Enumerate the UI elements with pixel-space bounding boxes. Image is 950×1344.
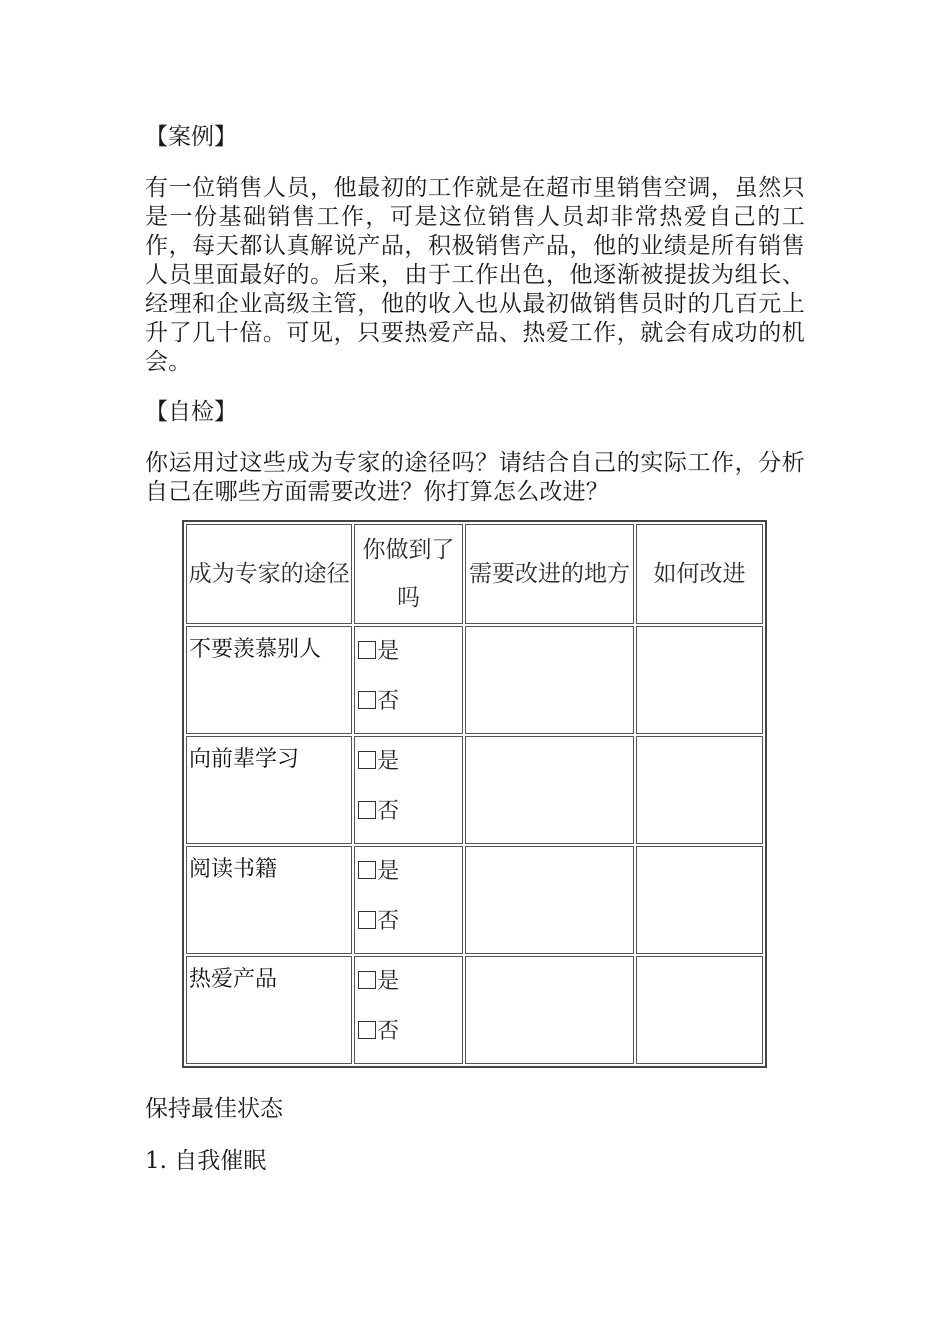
table-row <box>186 626 763 734</box>
header-done: 你做到了吗 <box>354 524 463 624</box>
checkbox-icon[interactable] <box>358 801 376 819</box>
checkbox-icon[interactable] <box>358 1021 376 1039</box>
improve-area-cell[interactable] <box>465 956 634 1064</box>
table-header-row <box>186 524 763 624</box>
checkbox-icon[interactable] <box>358 911 376 929</box>
self-check-body: 你运用过这些成为专家的途径吗？请结合自己的实际工作，分析自己在哪些方面需要改进？你打算怎么改进？ <box>145 450 805 505</box>
checkbox-icon[interactable] <box>358 641 376 659</box>
no-option[interactable] <box>355 677 462 727</box>
checklist-table-wrap <box>182 520 767 1068</box>
no-label: 否 <box>377 689 400 714</box>
yes-label: 是 <box>377 639 400 664</box>
done-cell <box>354 626 463 734</box>
no-option[interactable] <box>355 787 462 837</box>
improve-area-cell[interactable] <box>465 736 634 844</box>
yes-option[interactable] <box>355 847 462 897</box>
header-how-improve: 如何改进 <box>636 524 763 624</box>
improve-area-cell[interactable] <box>465 626 634 734</box>
path-cell: 不要羡慕别人 <box>186 626 352 734</box>
done-cell <box>354 846 463 954</box>
no-label: 否 <box>377 799 400 824</box>
no-label: 否 <box>377 909 400 934</box>
yes-label: 是 <box>377 859 400 884</box>
done-cell <box>354 736 463 844</box>
no-label: 否 <box>377 1019 400 1044</box>
path-cell: 向前辈学习 <box>186 736 352 844</box>
header-path: 成为专家的途径 <box>186 524 352 624</box>
table-row <box>186 846 763 954</box>
yes-label: 是 <box>377 969 400 994</box>
path-cell: 热爱产品 <box>186 956 352 1064</box>
yes-option[interactable] <box>355 957 462 1007</box>
header-improve-area: 需要改进的地方 <box>465 524 634 624</box>
how-improve-cell[interactable] <box>636 846 763 954</box>
how-improve-cell[interactable] <box>636 956 763 1064</box>
improve-area-cell[interactable] <box>465 846 634 954</box>
table-row <box>186 736 763 844</box>
checkbox-icon[interactable] <box>358 861 376 879</box>
no-option[interactable] <box>355 1007 462 1057</box>
yes-label: 是 <box>377 749 400 774</box>
subsection-title: 1. 自我催眠 <box>145 1148 267 1174</box>
yes-option[interactable] <box>355 627 462 677</box>
checkbox-icon[interactable] <box>358 751 376 769</box>
how-improve-cell[interactable] <box>636 736 763 844</box>
how-improve-cell[interactable] <box>636 626 763 734</box>
table-row <box>186 956 763 1064</box>
case-heading: 【案例】 <box>145 124 237 150</box>
path-cell: 阅读书籍 <box>186 846 352 954</box>
checklist-table <box>182 520 767 1068</box>
checkbox-icon[interactable] <box>358 971 376 989</box>
no-option[interactable] <box>355 897 462 947</box>
yes-option[interactable] <box>355 737 462 787</box>
case-body: 有一位销售人员，他最初的工作就是在超市里销售空调，虽然只是一份基础销售工作，可是这位销售人员却非常热爱自己的工作，每天都认真解说产品，积极销售产品，他的业绩是所有销售人员里面最好的。后来，由于工作出色，他逐渐被提拔为组长、经理和企业高级主管，他的收入也从最初做销售员时的几百元上升了几十倍。可见，只要热爱产品、热爱工作，就会有成功的机会。 <box>145 175 805 375</box>
checkbox-icon[interactable] <box>358 691 376 709</box>
section-title: 保持最佳状态 <box>145 1096 283 1122</box>
document-page <box>145 122 805 1198</box>
done-cell <box>354 956 463 1064</box>
self-check-heading: 【自检】 <box>145 399 237 425</box>
